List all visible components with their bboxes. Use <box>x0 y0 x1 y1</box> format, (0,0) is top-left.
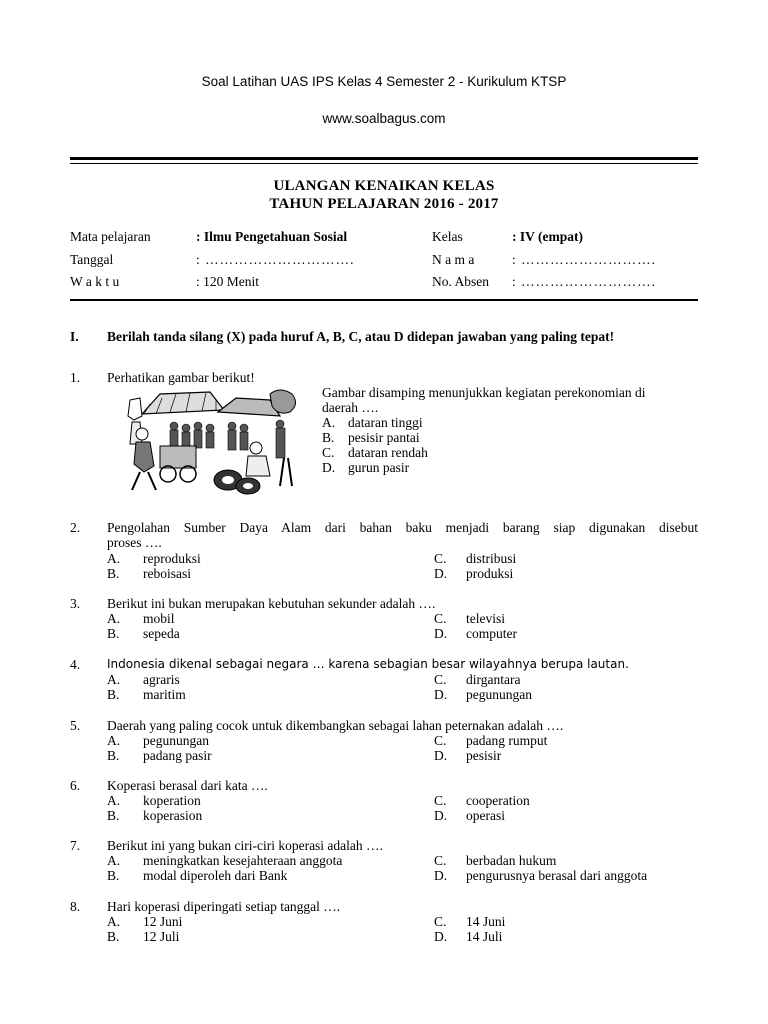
option-letter: B. <box>107 868 120 883</box>
option-letter: D. <box>434 687 448 702</box>
option-text: reproduksi <box>143 551 201 566</box>
question-number: 7. <box>70 838 81 853</box>
option-text: koperasion <box>143 808 203 823</box>
option-text: dataran rendah <box>348 445 428 460</box>
option-text: cooperation <box>466 793 530 808</box>
option-letter: C. <box>434 853 447 868</box>
question-text: Hari koperasi diperingati setiap tanggal …. <box>107 899 341 914</box>
absen-field[interactable]: : ………………………. <box>512 274 657 289</box>
time-value: : 120 Menit <box>196 274 259 289</box>
info-row-subject <box>70 229 698 247</box>
option-letter: A. <box>107 853 121 868</box>
option-text: sepeda <box>143 626 180 641</box>
option-text: meningkatkan kesejahteraan anggota <box>143 853 343 868</box>
subject-label: Mata pelajaran <box>70 229 151 244</box>
option-letter: C. <box>434 611 447 626</box>
question-number: 5. <box>70 718 81 733</box>
option-letter: C. <box>322 445 335 460</box>
question-text: Berikut ini bukan merupakan kebutuhan sekunder adalah …. <box>107 596 436 611</box>
option-letter: D. <box>434 808 448 823</box>
option-letter: A. <box>322 415 336 430</box>
subject-value: : Ilmu Pengetahuan Sosial <box>196 229 348 244</box>
option-letter: B. <box>322 430 335 445</box>
question-number: 2. <box>70 520 81 535</box>
question-number: 6. <box>70 778 81 793</box>
option-text: agraris <box>143 672 180 687</box>
option-letter: C. <box>434 733 447 748</box>
option-text: 14 Juli <box>466 929 503 944</box>
option-text: produksi <box>466 566 514 581</box>
question-number: 3. <box>70 596 81 611</box>
option-letter: D. <box>434 626 448 641</box>
instruction-text: Berilah tanda silang (X) pada huruf A, B, C, atau D didepan jawaban yang paling tepat! <box>107 329 615 344</box>
option-text: gurun pasir <box>348 460 410 475</box>
question-text: Koperasi berasal dari kata …. <box>107 778 268 793</box>
option-letter: C. <box>434 551 447 566</box>
option-letter: A. <box>107 551 121 566</box>
date-field[interactable]: : …………………………. <box>196 252 355 267</box>
option-text: televisi <box>466 611 505 626</box>
option-text: distribusi <box>466 551 517 566</box>
option-letter: B. <box>107 808 120 823</box>
option-letter: B. <box>107 929 120 944</box>
divider-thick <box>70 157 698 160</box>
exam-title: ULANGAN KENAIKAN KELAS <box>273 178 495 194</box>
question-text: Daerah yang paling cocok untuk dikembangkan sebagai lahan peternakan adalah …. <box>107 718 564 733</box>
option-text: computer <box>466 626 517 641</box>
website-url: www.soalbagus.com <box>322 111 446 126</box>
option-letter: A. <box>107 914 121 929</box>
option-text: koperation <box>143 793 201 808</box>
option-letter: C. <box>434 672 447 687</box>
exam-year: TAHUN PELAJARAN 2016 - 2017 <box>269 196 499 212</box>
q1-side-text-line1: Gambar disamping menunjukkan kegiatan perekonomian di <box>322 385 646 400</box>
name-label: N a m a <box>432 252 475 267</box>
question-text: Perhatikan gambar berikut! <box>107 370 255 385</box>
option-text: padang rumput <box>466 733 548 748</box>
option-text: 12 Juni <box>143 914 183 929</box>
option-letter: D. <box>434 566 448 581</box>
document-header-title: Soal Latihan UAS IPS Kelas 4 Semester 2 - Kurikulum KTSP <box>201 74 567 89</box>
option-letter: A. <box>107 672 121 687</box>
section-number: I. <box>70 329 79 344</box>
option-letter: B. <box>107 626 120 641</box>
option-letter: A. <box>107 793 121 808</box>
option-letter: D. <box>434 748 448 763</box>
option-text: pesisir <box>466 748 502 763</box>
absen-label: No. Absen <box>432 274 489 289</box>
option-letter: D. <box>322 460 336 475</box>
question-text: Indonesia dikenal sebagai negara … karena sebagian besar wilayahnya berupa lautan. <box>107 657 629 671</box>
time-label: W a k t u <box>70 274 120 289</box>
question-number: 1. <box>70 370 81 385</box>
option-letter: C. <box>434 793 447 808</box>
question-number: 4. <box>70 657 81 672</box>
option-text: modal diperoleh dari Bank <box>143 868 288 883</box>
option-letter: A. <box>107 733 121 748</box>
option-letter: A. <box>107 611 121 626</box>
option-text: 14 Juni <box>466 914 506 929</box>
q1-side-text-line2: daerah …. <box>322 400 379 415</box>
option-text: berbadan hukum <box>466 853 557 868</box>
date-label: Tanggal <box>70 252 114 267</box>
option-text: pegunungan <box>143 733 209 748</box>
option-text: dirgantara <box>466 672 521 687</box>
class-value: : IV (empat) <box>512 229 583 244</box>
option-text: 12 Juli <box>143 929 180 944</box>
question-number: 8. <box>70 899 81 914</box>
option-text: maritim <box>143 687 186 702</box>
option-text: padang pasir <box>143 748 212 763</box>
option-text: operasi <box>466 808 505 823</box>
question-text: Pengolahan Sumber Daya Alam dari bahan baku menjadi barang siap digunakan disebut <box>107 520 698 535</box>
option-text: dataran tinggi <box>348 415 423 430</box>
option-letter: B. <box>107 566 120 581</box>
option-text: pegunungan <box>466 687 532 702</box>
option-letter: D. <box>434 868 448 883</box>
option-letter: D. <box>434 929 448 944</box>
option-text: reboisasi <box>143 566 191 581</box>
info-row-date <box>70 252 698 270</box>
option-text: pesisir pantai <box>348 430 420 445</box>
option-letter: B. <box>107 687 120 702</box>
option-letter: C. <box>434 914 447 929</box>
divider-info <box>70 299 698 301</box>
market-scene-illustration <box>120 386 300 498</box>
option-text: mobil <box>143 611 175 626</box>
question-text: Berikut ini yang bukan ciri-ciri koperasi adalah …. <box>107 838 383 853</box>
class-label: Kelas <box>432 229 463 244</box>
option-letter: B. <box>107 748 120 763</box>
question-text-continued: proses …. <box>107 535 162 550</box>
name-field[interactable]: : ………………………. <box>512 252 657 267</box>
option-text: pengurusnya berasal dari anggota <box>466 868 648 883</box>
divider-thin <box>70 163 698 164</box>
info-row-time <box>70 274 698 292</box>
